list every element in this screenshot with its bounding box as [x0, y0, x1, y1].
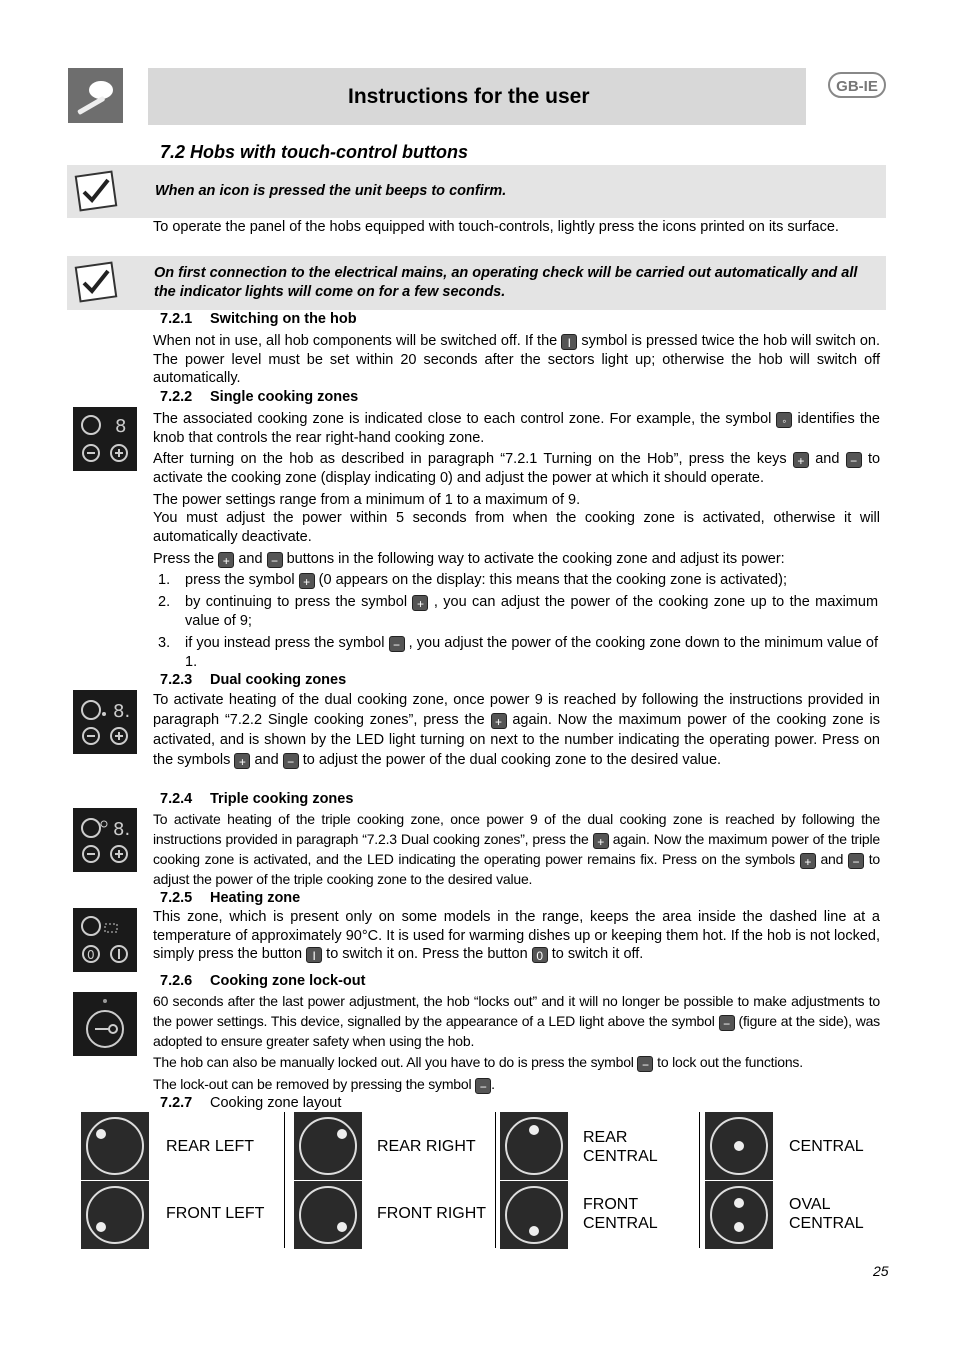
note-text: On first connection to the electrical mains, an operating check will be carried out automatically and all the indicator lights will come on for a few seconds. — [154, 265, 858, 300]
subsection-heading: 7.2.6 Cooking zone lock-out — [160, 973, 366, 989]
plus-icon: + — [412, 595, 428, 611]
minus-icon: − — [848, 853, 864, 869]
power-icon: I — [561, 334, 577, 350]
paragraph: The lock-out can be removed by pressing the symbol − . — [153, 1076, 495, 1094]
triple-zone-panel-icon — [73, 808, 137, 872]
chef-icon — [68, 68, 123, 123]
paragraph: When not in use, all hob components will be switched off. If the I symbol is pressed twice the hob will switch on. The power level must be set within 20 seconds after the sectors light up; otherwise the hob will switch off automatically. — [153, 333, 881, 386]
zone-rear-left-icon — [81, 1112, 149, 1180]
zone-oval-central-icon — [705, 1181, 773, 1249]
zone-label: CENTRAL — [789, 1138, 864, 1155]
dual-zone-panel-icon — [73, 690, 137, 754]
zone-label: REAR RIGHT — [377, 1138, 476, 1155]
svg-text:8: 8 — [115, 416, 127, 437]
divider — [284, 1112, 285, 1248]
divider — [495, 1112, 496, 1248]
minus-icon: − — [846, 452, 862, 468]
zone-label: OVAL CENTRAL — [789, 1196, 864, 1232]
plus-icon: + — [218, 552, 234, 568]
page-header-title: Instructions for the user — [348, 85, 590, 108]
single-zone-panel-icon — [73, 407, 137, 471]
subsection-heading: 7.2.3 Dual cooking zones — [160, 672, 347, 688]
zone-rear-central-icon — [500, 1112, 568, 1180]
list-item: 2. by continuing to press the symbol + , you can adjust the power of the cooking zone up to the maximum value of 9; — [158, 594, 879, 629]
zone-selector-icon: ◦ — [776, 412, 792, 428]
plus-icon: + — [800, 853, 816, 869]
language-badge: GB-IE — [828, 72, 886, 98]
notepad-check-icon — [68, 166, 123, 216]
svg-text:8.: 8. — [113, 701, 131, 722]
minus-icon: − — [389, 636, 405, 652]
one-icon: I — [306, 947, 322, 963]
paragraph: After turning on the hob as described in paragraph “7.2.1 Turning on the Hob”, press the keys + and − to activate the cooking zone (display indicating 0) and adjust the power at which it should operate. — [153, 451, 881, 486]
subsection-heading: 7.2.7 Cooking zone layout — [160, 1095, 342, 1111]
lock-panel-icon — [73, 992, 137, 1056]
list-item: 3. if you instead press the symbol − , you adjust the power of the cooking zone down to the minimum value of 1. — [158, 635, 879, 670]
paragraph: Press the + and − buttons in the following way to activate the cooking zone and adjust its power: — [153, 551, 785, 568]
subsection-heading: 7.2.5 Heating zone — [160, 890, 301, 906]
subsection-heading: 7.2.2 Single cooking zones — [160, 389, 359, 405]
zone-label: FRONT RIGHT — [377, 1205, 487, 1222]
plus-icon: + — [299, 573, 315, 589]
intro-paragraph: To operate the panel of the hobs equipped with touch-controls, lightly press the icons printed on its surface. — [153, 219, 839, 235]
list-item: 1. press the symbol + (0 appears on the display: this means that the cooking zone is activated); — [158, 572, 787, 589]
section-title: 7.2 Hobs with touch-control buttons — [160, 142, 468, 162]
divider — [699, 1112, 700, 1248]
plus-icon: + — [491, 713, 507, 729]
subsection-heading: 7.2.4 Triple cooking zones — [160, 791, 354, 807]
plus-icon: + — [234, 753, 250, 769]
key-lock-icon: − — [637, 1056, 653, 1072]
zone-rear-right-icon — [294, 1112, 362, 1180]
header-bar — [148, 68, 806, 125]
key-lock-icon: − — [475, 1078, 491, 1094]
paragraph: 60 seconds after the last power adjustment, the hob “locks out” and it will no longer be possible to make adjustments to the power settings. This device, signalled by the appearance of a LED light above the symbol − (figure at the side), was adopted to ensure greater safety when using the hob. — [153, 993, 880, 1049]
minus-icon: − — [283, 753, 299, 769]
paragraph: The hob can also be manually locked out. All you have to do is press the symbol − to lock out the functions. — [153, 1054, 803, 1072]
heating-zone-panel-icon — [73, 908, 137, 972]
plus-icon: + — [593, 833, 609, 849]
paragraph: To activate heating of the dual cooking zone, once power 9 is reached by following the instructions provided in paragraph “7.2.2 Single cooking zones”, press the + again. Now the maximum power of the cooking zone is activated, and is shown by the LED light turning on next to the number indicating the operating power. Press on the symbols + and − to adjust the power of the dual cooking zone to the desired value. — [153, 692, 881, 769]
zone-front-right-icon — [294, 1181, 362, 1249]
zero-icon: 0 — [532, 947, 548, 963]
note-text: When an icon is pressed the unit beeps to confirm. — [155, 183, 507, 199]
zone-label: FRONT CENTRAL — [583, 1196, 658, 1232]
zone-label: FRONT LEFT — [166, 1205, 265, 1222]
zone-front-central-icon — [500, 1181, 568, 1249]
minus-icon: − — [267, 552, 283, 568]
paragraph: You must adjust the power within 5 seconds from when the cooking zone is activated, otherwise it will automatically deactivate. — [153, 510, 880, 545]
key-lock-icon: − — [719, 1015, 735, 1031]
zone-front-left-icon — [81, 1181, 149, 1249]
paragraph: This zone, which is present only on some models in the range, keeps the area inside the dashed line at a temperature of approximately 90°C. It is used for warming dishes up or keeping them hot. If the hob is not locked, simply press the button I to switch it on. Press the button 0 to switch it off. — [153, 909, 880, 963]
zone-central-icon — [705, 1112, 773, 1180]
notepad-check-icon — [68, 257, 123, 307]
paragraph: The power settings range from a minimum of 1 to a maximum of 9. — [153, 492, 581, 508]
page-number: 25 — [873, 1263, 889, 1279]
paragraph: To activate heating of the triple cooking zone, once power 9 of the dual cooking zone is reached by following the instructions provided in paragraph “7.2.3 Dual cooking zones”, press the + again. Now the maximum power of the triple cooking zone is activated, and the LED indicating the operating power remains fix. Press on the symbols + and − to adjust the power of the triple cooking zone to the desired value. — [153, 811, 880, 887]
paragraph: The associated cooking zone is indicated close to each control zone. For example, the symbol ◦ identifies the knob that controls the rear right-hand cooking zone. — [153, 411, 880, 446]
plus-icon: + — [793, 452, 809, 468]
subsection-heading: 7.2.1 Switching on the hob — [160, 311, 357, 327]
zone-label: REAR CENTRAL — [583, 1129, 658, 1165]
zone-label: REAR LEFT — [166, 1138, 255, 1155]
svg-text:8.: 8. — [113, 819, 131, 840]
svg-text:0: 0 — [87, 948, 95, 962]
